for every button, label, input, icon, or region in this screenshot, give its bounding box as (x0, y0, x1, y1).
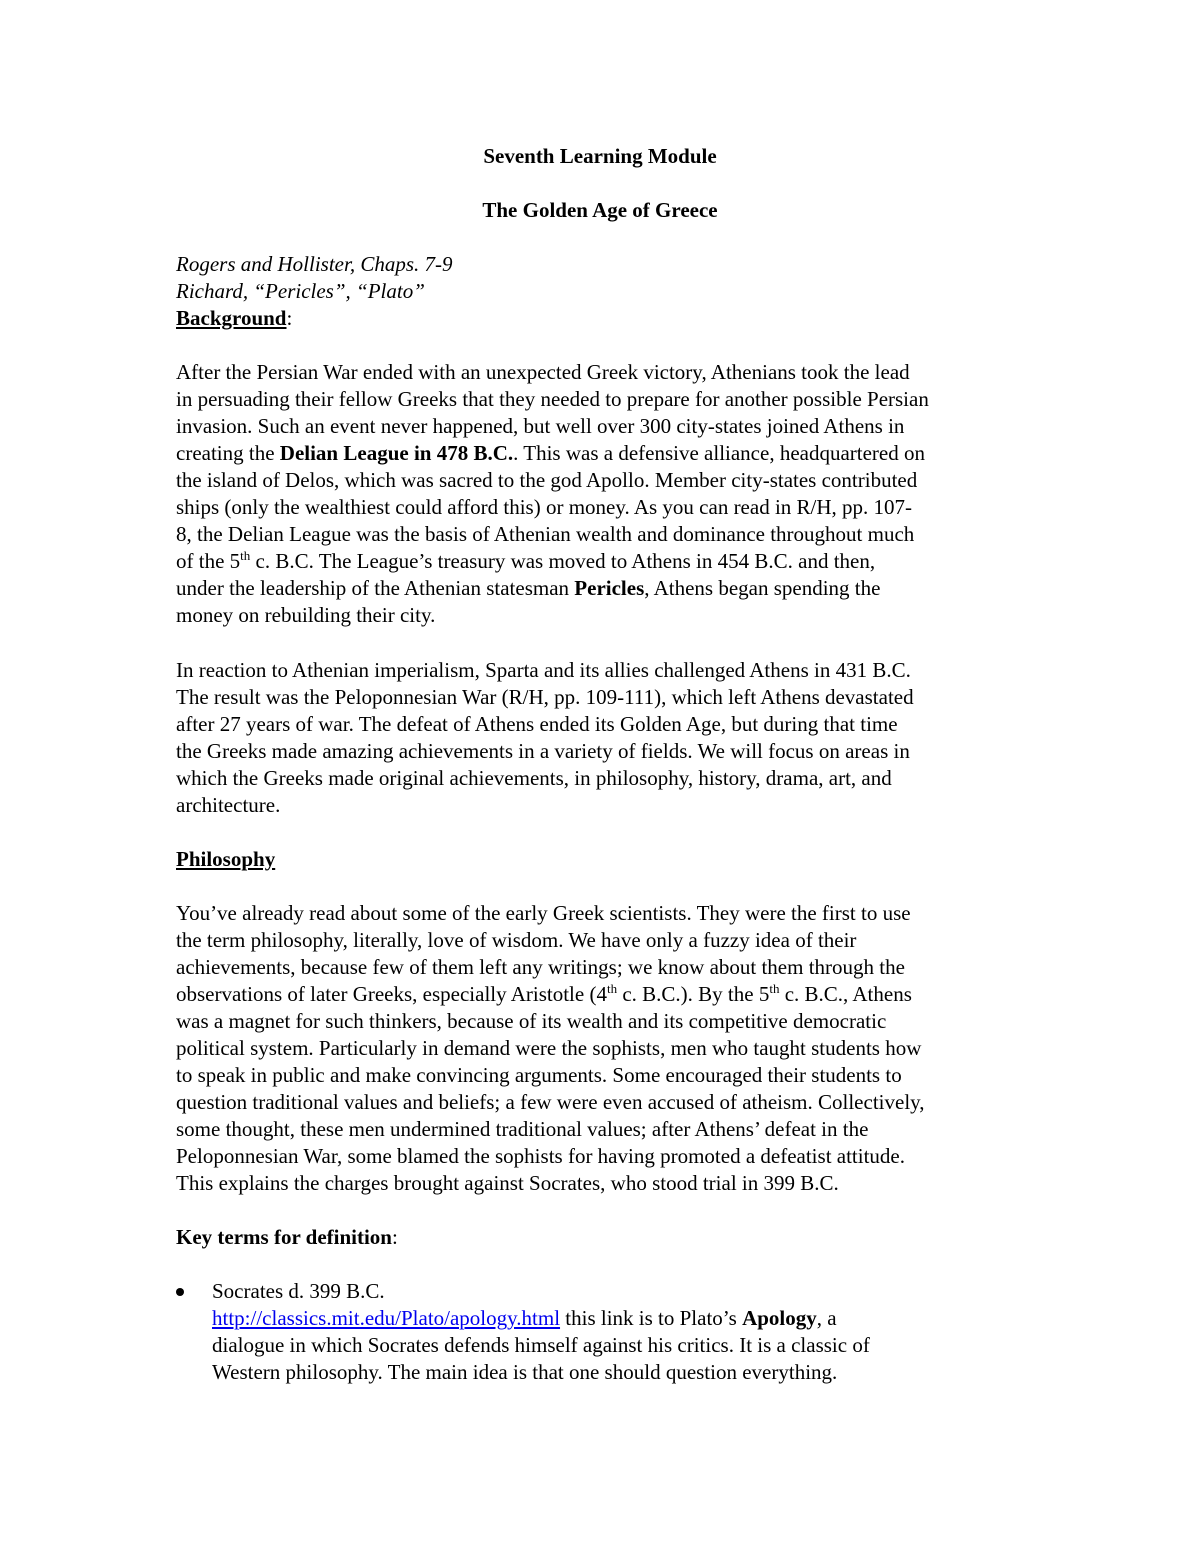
paragraph-line: ships (only the wealthiest could afford this) or money. As you can read in R/H, pp. 107- (176, 495, 913, 519)
apology-link[interactable]: http://classics.mit.edu/Plato/apology.html (212, 1306, 561, 1330)
ordinal-superscript: th (240, 548, 251, 563)
text-run: observations of later Greeks, especially Aristotle (4 (176, 982, 607, 1006)
philosophy-heading (176, 846, 275, 873)
philosophy-heading-label: Philosophy (176, 847, 276, 871)
pericles-term: Pericles (574, 576, 645, 600)
paragraph-line: the Greeks made amazing achievements in a variety of fields. We will focus on areas in (176, 739, 910, 763)
text-run: c. B.C. The League’s treasury was moved to Athens in 454 B.C. and then, (250, 549, 876, 573)
key-terms-heading (176, 1224, 398, 1251)
paragraph-line: Peloponnesian War, some blamed the sophists for having promoted a defeatist attitude. (176, 1144, 906, 1168)
text-run: c. B.C.). By the 5 (617, 982, 770, 1006)
heading-colon: : (286, 306, 293, 330)
document-subtitle: The Golden Age of Greece (482, 198, 718, 222)
paragraph-line: achievements, because few of them left any writings; we know about them through the (176, 955, 905, 979)
paragraph-line: which the Greeks made original achievements, in philosophy, history, drama, art, and (176, 766, 892, 790)
paragraph-line: After the Persian War ended with an unexpected Greek victory, Athenians took the lead (176, 360, 910, 384)
delian-league-term: Delian League in 478 B.C. (279, 441, 514, 465)
text-run: of the 5 (176, 549, 241, 573)
paragraph-line: dialogue in which Socrates defends himself against his critics. It is a classic of (212, 1333, 870, 1357)
reading-references (176, 251, 453, 305)
apology-term: Apology (742, 1306, 817, 1330)
text-run: c. B.C., Athens (779, 982, 912, 1006)
ordinal-superscript: th (606, 981, 618, 996)
text-run: , a (816, 1306, 837, 1330)
text-run: , Athens began spending the (644, 576, 881, 600)
paragraph-line (176, 548, 1026, 575)
paragraph-line: question traditional values and beliefs; a few were even accused of atheism. Collectively, (176, 1090, 925, 1114)
text-run: . This was a defensive alliance, headquartered on (513, 441, 925, 465)
paragraph-line: political system. Particularly in demand were the sophists, men who taught students how (176, 1036, 922, 1060)
key-term: Socrates d. 399 B.C. (212, 1279, 385, 1303)
paragraph-line: You’ve already read about some of the early Greek scientists. They were the first to use (176, 901, 911, 925)
paragraph-line: the island of Delos, which was sacred to the god Apollo. Member city-states contributed (176, 468, 918, 492)
philosophy-paragraph (176, 900, 1026, 1197)
text-run: this link is to Plato’s (560, 1306, 743, 1330)
paragraph-line: architecture. (176, 793, 281, 817)
paragraph-line: was a magnet for such thinkers, because of its wealth and its competitive democratic (176, 1009, 887, 1033)
text-run: under the leadership of the Athenian statesman (176, 576, 575, 600)
paragraph-line (176, 575, 1026, 602)
paragraph-line (176, 440, 1026, 467)
paragraph-line: 8, the Delian League was the basis of Athenian wealth and dominance throughout much (176, 522, 915, 546)
reference-item: Richard, “Pericles”, “Plato” (176, 279, 425, 303)
paragraph-line (212, 1305, 1032, 1332)
paragraph-line: after 27 years of war. The defeat of Athens ended its Golden Age, but during that time (176, 712, 898, 736)
paragraph-line: the term philosophy, literally, love of wisdom. We have only a fuzzy idea of their (176, 928, 857, 952)
key-terms-heading-label: Key terms for definition (176, 1225, 392, 1249)
document-title: Seventh Learning Module (483, 144, 717, 168)
paragraph-line: Western philosophy. The main idea is that one should question everything. (212, 1360, 838, 1384)
reference-item: Rogers and Hollister, Chaps. 7-9 (176, 252, 453, 276)
paragraph-line: some thought, these men undermined traditional values; after Athens’ defeat in the (176, 1117, 869, 1141)
paragraph-line: In reaction to Athenian imperialism, Sparta and its allies challenged Athens in 431 B.C. (176, 658, 911, 682)
background-paragraph-1 (176, 359, 1026, 629)
paragraph-line: in persuading their fellow Greeks that they needed to prepare for another possible Persian (176, 387, 929, 411)
background-paragraph-2 (176, 657, 1026, 819)
heading-colon: : (392, 1225, 398, 1249)
paragraph-line: The result was the Peloponnesian War (R/H, pp. 109-111), which left Athens devastated (176, 685, 914, 709)
paragraph-line: This explains the charges brought against Socrates, who stood trial in 399 B.C. (176, 1171, 839, 1195)
list-item (212, 1278, 1032, 1386)
paragraph-line: money on rebuilding their city. (176, 603, 436, 627)
background-heading-label: Background (176, 306, 287, 330)
paragraph-line: to speak in public and make convincing arguments. Some encouraged their students to (176, 1063, 902, 1087)
background-heading (176, 305, 292, 332)
paragraph-line: invasion. Such an event never happened, but well over 300 city-states joined Athens in (176, 414, 905, 438)
text-run: creating the (176, 441, 280, 465)
paragraph-line (176, 981, 1026, 1008)
ordinal-superscript: th (769, 981, 780, 996)
bullet-icon (176, 1288, 184, 1296)
